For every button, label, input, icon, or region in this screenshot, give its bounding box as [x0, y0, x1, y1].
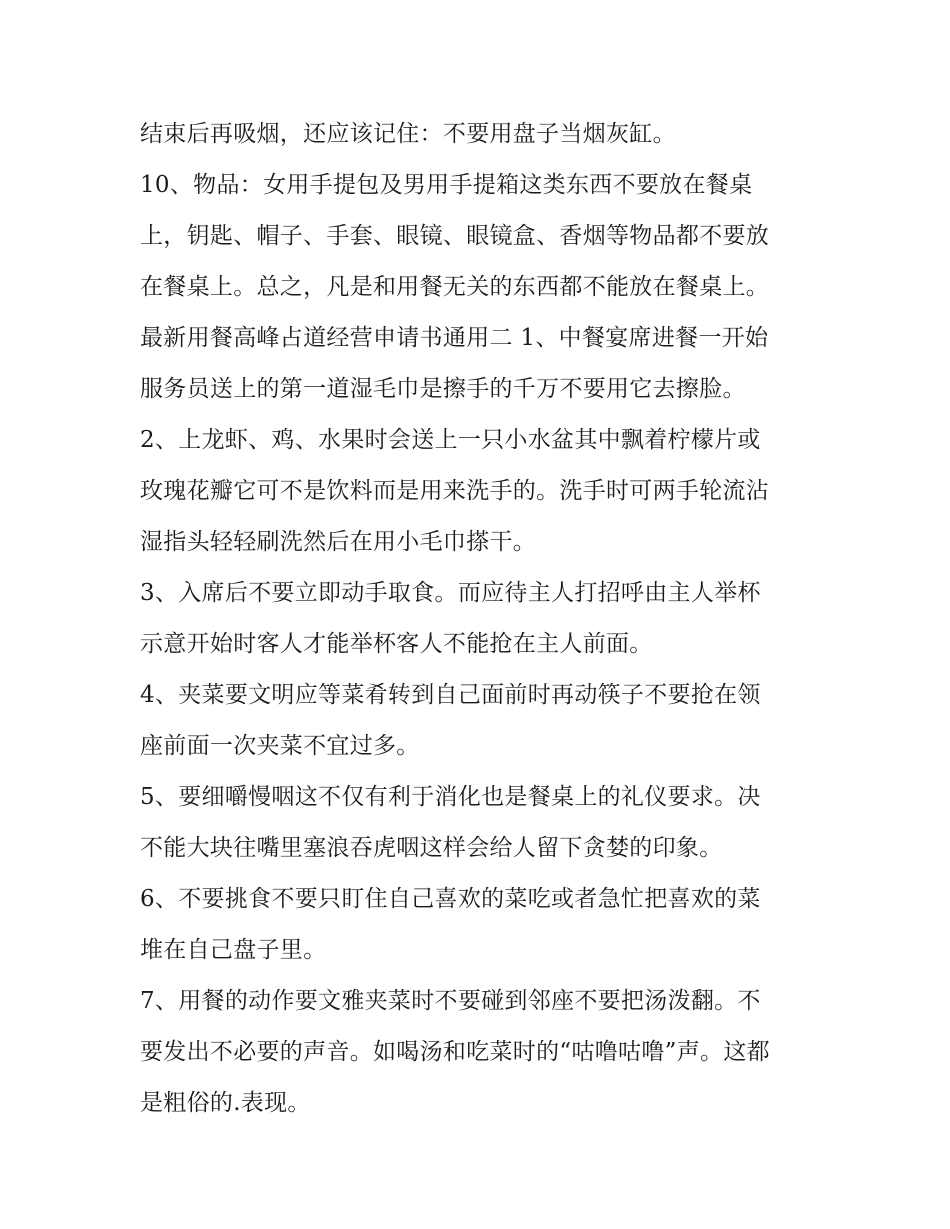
text-line: 不能大块往嘴里塞浪吞虎咽这样会给人留下贪婪的印象。	[140, 835, 723, 861]
text-line: 是粗俗的.表现。	[140, 1090, 311, 1116]
text-line: 湿指头轻轻刷洗然后在用小毛巾搽干。	[140, 529, 537, 555]
text-line: 服务员送上的第一道湿毛巾是擦手的千万不要用它去擦脸。	[140, 376, 746, 402]
text-line: 在餐桌上。总之，凡是和用餐无关的东西都不能放在餐桌上。	[140, 274, 770, 300]
text-line: 7、用餐的动作要文雅夹菜时不要碰到邻座不要把汤泼翻。不	[140, 988, 761, 1014]
text-line: 堆在自己盘子里。	[140, 937, 327, 963]
text-line: 6、不要挑食不要只盯住自己喜欢的菜吃或者急忙把喜欢的菜	[140, 886, 761, 912]
text-line: 上，钥匙、帽子、手套、眼镜、眼镜盒、香烟等物品都不要放	[140, 223, 770, 249]
text-line: 玫瑰花瓣它可不是饮料而是用来洗手的。洗手时可两手轮流沾	[140, 478, 770, 504]
text-line: 10、物品：女用手提包及男用手提箱这类东西不要放在餐桌	[140, 172, 753, 198]
text-line: 结束后再吸烟，还应该记住：不要用盘子当烟灰缸。	[140, 121, 676, 147]
text-line: 5、要细嚼慢咽这不仅有利于消化也是餐桌上的礼仪要求。决	[140, 784, 761, 810]
text-line: 4、夹菜要文明应等菜肴转到自己面前时再动筷子不要抢在领	[140, 682, 761, 708]
text-line: 3、入席后不要立即动手取食。而应待主人打招呼由主人举杯	[140, 580, 761, 606]
text-line: 座前面一次夹菜不宜过多。	[140, 733, 420, 759]
text-line: 要发出不必要的声音。如喝汤和吃菜时的“咕噜咕噜”声。这都	[140, 1039, 770, 1065]
text-line: 示意开始时客人才能举杯客人不能抢在主人前面。	[140, 631, 653, 657]
text-line: 最新用餐高峰占道经营申请书通用二 1、中餐宴席进餐一开始	[140, 325, 769, 351]
text-line: 2、上龙虾、鸡、水果时会送上一只小水盆其中飘着柠檬片或	[140, 427, 761, 453]
document-body	[140, 109, 820, 1129]
